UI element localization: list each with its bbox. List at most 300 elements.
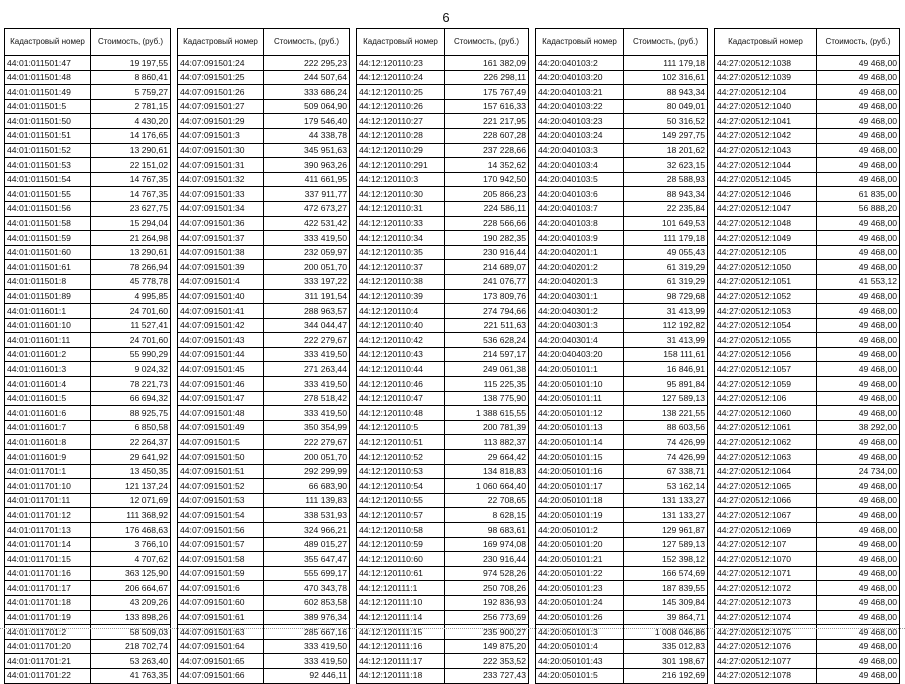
cadastral-number-cell: 44:07:091501:41 (178, 304, 264, 319)
table-row (5, 362, 171, 377)
cost-cell: 389 976,34 (264, 610, 350, 625)
table-row (357, 245, 529, 260)
cost-cell: 3 766,10 (91, 537, 171, 552)
cadastral-number-cell: 44:27:020512:1039 (715, 70, 817, 85)
table-row (357, 187, 529, 202)
table-row (357, 318, 529, 333)
table-row (715, 318, 900, 333)
cost-cell: 49 468,00 (817, 114, 900, 129)
cadastral-table (714, 28, 900, 684)
cadastral-number-cell: 44:01:011601:2 (5, 347, 91, 362)
cost-cell: 285 667,16 (264, 625, 350, 640)
cadastral-number-cell: 44:20:050101:22 (536, 566, 624, 581)
cadastral-number-cell: 44:01:011501:5 (5, 99, 91, 114)
cost-cell: 49 468,00 (817, 479, 900, 494)
cadastral-number-cell: 44:07:091501:66 (178, 668, 264, 683)
table-row (536, 114, 708, 129)
table-row (536, 347, 708, 362)
table-row (357, 479, 529, 494)
cadastral-number-cell: 44:27:020512:1078 (715, 668, 817, 683)
cadastral-number-cell: 44:20:050101:12 (536, 406, 624, 421)
table-row (715, 581, 900, 596)
cadastral-number-cell: 44:07:091501:38 (178, 245, 264, 260)
table-row (536, 552, 708, 567)
cost-header: Стоимость, (руб.) (264, 29, 350, 56)
table-row (715, 70, 900, 85)
cost-cell: 221 217,95 (445, 114, 529, 129)
cost-cell: 333 419,50 (264, 639, 350, 654)
cost-cell: 49 468,00 (817, 581, 900, 596)
cadastral-number-cell: 44:27:020512:1076 (715, 639, 817, 654)
table-row (5, 245, 171, 260)
cost-cell: 92 446,11 (264, 668, 350, 683)
table-row (715, 289, 900, 304)
cost-cell: 4 707,62 (91, 552, 171, 567)
table-row (715, 158, 900, 173)
cadastral-number-cell: 44:07:091501:33 (178, 187, 264, 202)
table-row (715, 508, 900, 523)
cost-cell: 39 864,71 (624, 610, 708, 625)
table-row (178, 464, 350, 479)
table-row (178, 508, 350, 523)
cost-cell: 333 419,50 (264, 654, 350, 669)
cadastral-number-cell: 44:12:120110:51 (357, 435, 445, 450)
cadastral-number-cell: 44:12:120110:52 (357, 450, 445, 465)
cadastral-number-cell: 44:20:050101:21 (536, 552, 624, 567)
table-row (178, 493, 350, 508)
table-row (178, 406, 350, 421)
cadastral-number-cell: 44:12:120110:59 (357, 537, 445, 552)
cadastral-number-cell: 44:27:020512:1077 (715, 654, 817, 669)
cadastral-number-cell: 44:01:011501:8 (5, 274, 91, 289)
table-row (536, 158, 708, 173)
table-row (357, 289, 529, 304)
cost-cell: 200 781,39 (445, 420, 529, 435)
cost-cell: 49 468,00 (817, 595, 900, 610)
table-row (178, 245, 350, 260)
cost-cell: 226 298,11 (445, 70, 529, 85)
cost-cell: 61 835,00 (817, 187, 900, 202)
cost-cell: 12 071,69 (91, 493, 171, 508)
cost-cell: 88 943,34 (624, 85, 708, 100)
cost-cell: 974 528,26 (445, 566, 529, 581)
cadastral-number-cell: 44:20:040103:4 (536, 158, 624, 173)
cadastral-number-cell: 44:27:020512:1072 (715, 581, 817, 596)
cadastral-number-cell: 44:20:050101:5 (536, 668, 624, 683)
table-row (536, 479, 708, 494)
cost-cell: 158 111,61 (624, 347, 708, 362)
cadastral-number-cell: 44:01:011701:20 (5, 639, 91, 654)
cost-cell: 536 628,24 (445, 333, 529, 348)
cost-cell: 131 133,27 (624, 493, 708, 508)
cost-cell: 14 352,62 (445, 158, 529, 173)
cost-cell: 66 694,32 (91, 391, 171, 406)
table-row (357, 639, 529, 654)
cadastral-number-cell: 44:12:120110:58 (357, 523, 445, 538)
cost-cell: 4 430,20 (91, 114, 171, 129)
cadastral-number-cell: 44:01:011701:19 (5, 610, 91, 625)
cadastral-number-cell: 44:07:091501:61 (178, 610, 264, 625)
table-row (536, 231, 708, 246)
table-row (178, 260, 350, 275)
table-row (536, 274, 708, 289)
cost-cell: 237 228,66 (445, 143, 529, 158)
cost-cell: 50 316,52 (624, 114, 708, 129)
cost-cell: 157 616,33 (445, 99, 529, 114)
cost-cell: 335 012,83 (624, 639, 708, 654)
cost-cell: 138 221,55 (624, 406, 708, 421)
cost-cell: 49 468,00 (817, 639, 900, 654)
cadastral-number-cell: 44:01:011501:49 (5, 85, 91, 100)
cadastral-number-cell: 44:01:011501:55 (5, 187, 91, 202)
cadastral-number-cell: 44:01:011601:5 (5, 391, 91, 406)
cadastral-number-cell: 44:20:040201:3 (536, 274, 624, 289)
table-row (536, 435, 708, 450)
cost-cell: 218 702,74 (91, 639, 171, 654)
table-row (5, 201, 171, 216)
cadastral-number-cell: 44:12:120110:35 (357, 245, 445, 260)
cost-cell: 49 055,43 (624, 245, 708, 260)
cadastral-number-cell: 44:27:020512:1053 (715, 304, 817, 319)
table-row (536, 581, 708, 596)
table-row (178, 70, 350, 85)
table-row (178, 201, 350, 216)
table-row (178, 85, 350, 100)
cost-cell: 1 008 046,86 (624, 625, 708, 640)
cadastral-number-cell: 44:07:091501:49 (178, 420, 264, 435)
cadastral-number-cell: 44:27:020512:1057 (715, 362, 817, 377)
cost-cell: 133 898,26 (91, 610, 171, 625)
cadastral-number-cell: 44:27:020512:1055 (715, 333, 817, 348)
cost-cell: 337 911,77 (264, 187, 350, 202)
cost-cell: 58 509,03 (91, 625, 171, 640)
cadastral-number-cell: 44:12:120110:54 (357, 479, 445, 494)
cost-cell: 49 468,00 (817, 377, 900, 392)
table-row (357, 523, 529, 538)
table-row (357, 464, 529, 479)
cadastral-number-cell: 44:12:120110:23 (357, 56, 445, 71)
table-row (536, 333, 708, 348)
table-row (5, 128, 171, 143)
cost-cell: 55 990,29 (91, 347, 171, 362)
cadastral-number-cell: 44:20:050101:13 (536, 420, 624, 435)
cadastral-number-cell: 44:27:020512:1045 (715, 172, 817, 187)
cadastral-number-cell: 44:01:011601:10 (5, 318, 91, 333)
cadastral-number-cell: 44:07:091501:6 (178, 581, 264, 596)
cadastral-number-cell: 44:12:120110:57 (357, 508, 445, 523)
cadastral-number-cell: 44:01:011701:17 (5, 581, 91, 596)
cadastral-number-cell: 44:01:011601:8 (5, 435, 91, 450)
cost-cell: 311 191,54 (264, 289, 350, 304)
cost-cell: 38 292,00 (817, 420, 900, 435)
cost-header: Стоимость, (руб.) (445, 29, 529, 56)
cost-cell: 256 773,69 (445, 610, 529, 625)
table-row (536, 377, 708, 392)
cost-cell: 49 468,00 (817, 566, 900, 581)
table-row (178, 435, 350, 450)
cadastral-number-cell: 44:01:011701:21 (5, 654, 91, 669)
table-row (357, 114, 529, 129)
cost-cell: 29 664,42 (445, 450, 529, 465)
cost-cell: 31 413,99 (624, 333, 708, 348)
cost-cell: 111 179,18 (624, 231, 708, 246)
cadastral-number-cell: 44:20:050101:26 (536, 610, 624, 625)
table-row (536, 216, 708, 231)
table-row (715, 610, 900, 625)
cadastral-number-cell: 44:27:020512:1059 (715, 377, 817, 392)
cost-cell: 555 699,17 (264, 566, 350, 581)
table-row (536, 654, 708, 669)
cadastral-number-cell: 44:20:050101:14 (536, 435, 624, 450)
cadastral-number-cell: 44:12:120110:29 (357, 143, 445, 158)
table-row (357, 201, 529, 216)
cadastral-number-cell: 44:07:091501:42 (178, 318, 264, 333)
table-row (715, 464, 900, 479)
cost-cell: 8 860,41 (91, 70, 171, 85)
cadastral-number-cell: 44:27:020512:1065 (715, 479, 817, 494)
cost-cell: 602 853,58 (264, 595, 350, 610)
cadastral-number-cell: 44:07:091501:39 (178, 260, 264, 275)
cost-cell: 74 426,99 (624, 435, 708, 450)
cadastral-number-cell: 44:20:050101:3 (536, 625, 624, 640)
table-row (178, 610, 350, 625)
table-row (357, 333, 529, 348)
cost-cell: 345 951,63 (264, 143, 350, 158)
cadastral-number-cell: 44:20:050101:11 (536, 391, 624, 406)
cadastral-number-cell: 44:01:011501:52 (5, 143, 91, 158)
page-number: 6 (442, 10, 450, 25)
table-row (5, 304, 171, 319)
table-row (715, 552, 900, 567)
cadastral-number-cell: 44:07:091501:45 (178, 362, 264, 377)
cadastral-number-cell: 44:12:120110:27 (357, 114, 445, 129)
cadastral-number-cell: 44:20:040201:2 (536, 260, 624, 275)
table-row (715, 143, 900, 158)
cadastral-number-cell: 44:20:040103:21 (536, 85, 624, 100)
table-row (357, 610, 529, 625)
table-row (715, 333, 900, 348)
cost-cell: 49 468,00 (817, 216, 900, 231)
cadastral-number-cell: 44:01:011501:48 (5, 70, 91, 85)
cost-header: Стоимость, (руб.) (817, 29, 900, 56)
cost-cell: 230 916,44 (445, 552, 529, 567)
cost-cell: 363 125,90 (91, 566, 171, 581)
table-row (715, 362, 900, 377)
table-row (536, 85, 708, 100)
cost-cell: 214 597,17 (445, 347, 529, 362)
cadastral-number-header: Кадастровый номер (5, 29, 91, 56)
table-row (357, 377, 529, 392)
cadastral-number-cell: 44:27:020512:107 (715, 537, 817, 552)
table-row (357, 128, 529, 143)
cadastral-number-cell: 44:07:091501:63 (178, 625, 264, 640)
table-row (536, 99, 708, 114)
table-row (5, 493, 171, 508)
cadastral-number-cell: 44:20:050101:18 (536, 493, 624, 508)
cadastral-number-cell: 44:07:091501:65 (178, 654, 264, 669)
cost-cell: 244 507,64 (264, 70, 350, 85)
cadastral-number-cell: 44:27:020512:1069 (715, 523, 817, 538)
table-row (5, 143, 171, 158)
table-row (178, 114, 350, 129)
cost-cell: 49 468,00 (817, 172, 900, 187)
table-row (357, 537, 529, 552)
cost-cell: 333 686,24 (264, 85, 350, 100)
cadastral-number-cell: 44:27:020512:106 (715, 391, 817, 406)
cost-cell: 111 368,92 (91, 508, 171, 523)
table-row (357, 85, 529, 100)
cost-cell: 176 468,63 (91, 523, 171, 538)
cost-cell: 74 426,99 (624, 450, 708, 465)
cost-cell: 333 419,50 (264, 406, 350, 421)
cadastral-number-cell: 44:27:020512:1042 (715, 128, 817, 143)
cadastral-number-header: Кадастровый номер (715, 29, 817, 56)
cost-cell: 138 775,90 (445, 391, 529, 406)
cost-cell: 169 974,08 (445, 537, 529, 552)
cost-cell: 127 589,13 (624, 537, 708, 552)
cost-cell: 49 468,00 (817, 625, 900, 640)
cost-cell: 22 235,84 (624, 201, 708, 216)
cadastral-number-cell: 44:27:020512:1071 (715, 566, 817, 581)
cost-cell: 200 051,70 (264, 450, 350, 465)
cost-cell: 53 162,14 (624, 479, 708, 494)
cost-cell: 350 354,99 (264, 420, 350, 435)
table-row (178, 128, 350, 143)
cadastral-number-cell: 44:07:091501:56 (178, 523, 264, 538)
table-row (178, 537, 350, 552)
cadastral-number-cell: 44:07:091501:48 (178, 406, 264, 421)
cadastral-number-cell: 44:12:120110:43 (357, 347, 445, 362)
cadastral-number-cell: 44:01:011501:89 (5, 289, 91, 304)
cost-cell: 324 966,21 (264, 523, 350, 538)
cost-cell: 49 468,00 (817, 450, 900, 465)
cadastral-number-cell: 44:12:120110:60 (357, 552, 445, 567)
table-row (178, 391, 350, 406)
cadastral-number-cell: 44:01:011701:18 (5, 595, 91, 610)
cost-cell: 4 995,85 (91, 289, 171, 304)
table-row (178, 595, 350, 610)
cost-cell: 338 531,93 (264, 508, 350, 523)
table-row (5, 391, 171, 406)
cost-cell: 344 044,47 (264, 318, 350, 333)
cadastral-number-cell: 44:07:091501:54 (178, 508, 264, 523)
table-row (5, 435, 171, 450)
cost-cell: 49 468,00 (817, 406, 900, 421)
cost-cell: 41 763,35 (91, 668, 171, 683)
cost-header: Стоимость, (руб.) (91, 29, 171, 56)
table-row (5, 158, 171, 173)
table-row (536, 537, 708, 552)
cadastral-number-cell: 44:27:020512:1044 (715, 158, 817, 173)
table-row (178, 187, 350, 202)
cost-cell: 115 225,35 (445, 377, 529, 392)
cost-cell: 216 192,69 (624, 668, 708, 683)
table-row (5, 56, 171, 71)
table-row (5, 552, 171, 567)
cost-cell: 43 209,26 (91, 595, 171, 610)
table-row (536, 304, 708, 319)
cadastral-number-cell: 44:20:050101:23 (536, 581, 624, 596)
cost-cell: 14 176,65 (91, 128, 171, 143)
cost-cell: 49 468,00 (817, 610, 900, 625)
cost-cell: 121 137,24 (91, 479, 171, 494)
table-row (178, 99, 350, 114)
table-row (536, 610, 708, 625)
cadastral-number-cell: 44:12:120110:25 (357, 85, 445, 100)
cadastral-number-cell: 44:27:020512:1070 (715, 552, 817, 567)
cost-cell: 232 059,97 (264, 245, 350, 260)
table-row (5, 260, 171, 275)
cost-cell: 190 282,35 (445, 231, 529, 246)
cadastral-number-cell: 44:27:020512:104 (715, 85, 817, 100)
table-row (536, 508, 708, 523)
table-row (178, 668, 350, 683)
table-row (357, 274, 529, 289)
cost-cell: 67 338,71 (624, 464, 708, 479)
table-row (5, 274, 171, 289)
cadastral-number-cell: 44:27:020512:1048 (715, 216, 817, 231)
cadastral-number-cell: 44:12:120110:33 (357, 216, 445, 231)
cost-cell: 222 295,23 (264, 56, 350, 71)
cost-cell: 49 468,00 (817, 231, 900, 246)
page-footer-border (0, 628, 905, 641)
table-row (178, 552, 350, 567)
table-row (178, 158, 350, 173)
cadastral-number-cell: 44:27:020512:1063 (715, 450, 817, 465)
cadastral-number-cell: 44:12:120110:30 (357, 187, 445, 202)
cadastral-table (356, 28, 529, 684)
table-row (715, 450, 900, 465)
table-row (536, 420, 708, 435)
cadastral-number-cell: 44:07:091501:34 (178, 201, 264, 216)
cadastral-number-cell: 44:20:040301:3 (536, 318, 624, 333)
cadastral-number-cell: 44:12:120110:46 (357, 377, 445, 392)
cadastral-number-cell: 44:20:050101:1 (536, 362, 624, 377)
cadastral-number-cell: 44:12:120110:5 (357, 420, 445, 435)
cadastral-number-cell: 44:12:120110:34 (357, 231, 445, 246)
cost-cell: 8 628,15 (445, 508, 529, 523)
cadastral-number-cell: 44:20:050101:20 (536, 537, 624, 552)
cadastral-number-cell: 44:20:040103:8 (536, 216, 624, 231)
cost-cell: 187 839,55 (624, 581, 708, 596)
table-row (178, 333, 350, 348)
cadastral-number-cell: 44:20:040103:2 (536, 56, 624, 71)
cadastral-number-cell: 44:27:020512:1038 (715, 56, 817, 71)
cadastral-number-cell: 44:20:050101:43 (536, 654, 624, 669)
cost-cell: 24 701,60 (91, 333, 171, 348)
cost-cell: 278 518,42 (264, 391, 350, 406)
cost-cell: 1 060 664,40 (445, 479, 529, 494)
cadastral-number-cell: 44:07:091501:60 (178, 595, 264, 610)
table-row (536, 172, 708, 187)
cost-cell: 61 319,29 (624, 274, 708, 289)
cost-cell: 49 468,00 (817, 391, 900, 406)
cadastral-number-cell: 44:01:011501:51 (5, 128, 91, 143)
cost-cell: 170 942,50 (445, 172, 529, 187)
cadastral-number-cell: 44:12:120111:10 (357, 595, 445, 610)
table-row (5, 450, 171, 465)
cost-cell: 21 264,98 (91, 231, 171, 246)
cost-cell: 49 468,00 (817, 99, 900, 114)
cost-cell: 31 413,99 (624, 304, 708, 319)
cadastral-number-cell: 44:27:020512:105 (715, 245, 817, 260)
cadastral-number-cell: 44:12:120110:28 (357, 128, 445, 143)
cost-cell: 49 468,00 (817, 435, 900, 450)
cost-cell: 175 767,49 (445, 85, 529, 100)
cadastral-number-cell: 44:20:040103:9 (536, 231, 624, 246)
cadastral-number-cell: 44:12:120110:39 (357, 289, 445, 304)
cost-cell: 41 553,12 (817, 274, 900, 289)
